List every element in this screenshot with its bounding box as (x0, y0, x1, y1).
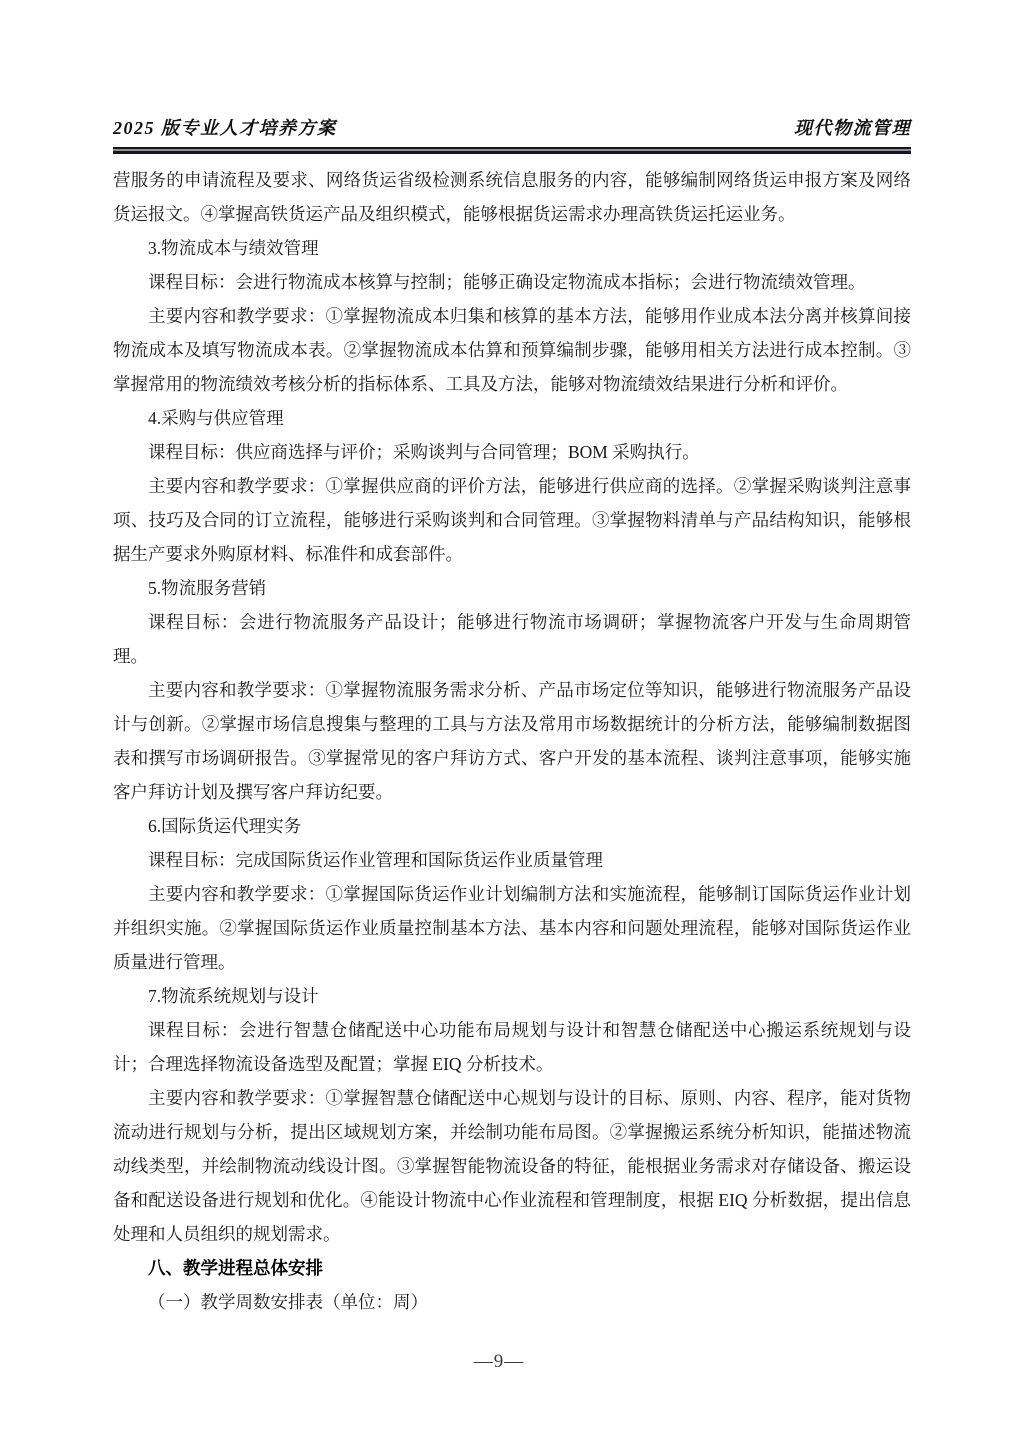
course-heading-4: 4.采购与供应管理 (148, 408, 284, 428)
course-heading-5: 5.物流服务营销 (148, 578, 267, 598)
paragraph: 课程目标：会进行物流服务产品设计；能够进行物流市场调研；掌握物流客户开发与生命周期管理。 (113, 612, 911, 666)
section-heading-8: 八、教学进程总体安排 (148, 1258, 323, 1278)
paragraph: 课程目标：供应商选择与评价；采购谈判与合同管理；BOM 采购执行。 (148, 442, 700, 462)
paragraph-continuation: 营服务的申请流程及要求、网络货运省级检测系统信息服务的内容，能够编制网络货运申报方案及网络货运报文。④掌握高铁货运产品及组织模式，能够根据货运需求办理高铁货运托运业务。 (113, 170, 911, 224)
paragraph: 课程目标：完成国际货运作业管理和国际货运作业质量管理 (148, 850, 603, 870)
header-divider-rule (113, 147, 911, 154)
paragraph: 主要内容和教学要求：①掌握物流成本归集和核算的基本方法，能够用作业成本法分离并核算间接物流成本及填写物流成本表。②掌握物流成本估算和预算编制步骤，能够用相关方法进行成本控制。③掌握常用的物流绩效考核分析的指标体系、工具及方法，能够对物流绩效结果进行分析和评价。 (113, 306, 911, 394)
paragraph: 课程目标：会进行智慧仓储配送中心功能布局规划与设计和智慧仓储配送中心搬运系统规划与设计；合理选择物流设备选型及配置；掌握 EIQ 分析技术。 (113, 1020, 911, 1074)
rule-bottom-line (113, 151, 911, 154)
header-left-title: 2025 版专业人才培养方案 (113, 118, 337, 138)
running-header (113, 114, 911, 140)
paragraph: 课程目标：会进行物流成本核算与控制；能够正确设定物流成本指标；会进行物流绩效管理。 (148, 272, 866, 292)
paragraph: 主要内容和教学要求：①掌握智慧仓储配送中心规划与设计的目标、原则、内容、程序，能对货物流动进行规划与分析，提出区域规划方案，并绘制功能布局图。②掌握搬运系统分析知识，能描述物流动线类型，并绘制物流动线设计图。③掌握智能物流设备的特征，能根据业务需求对存储设备、搬运设备和配送设备进行规划和优化。④能设计物流中心作业流程和管理制度，根据 EIQ 分析数据，提出信息处理和人员组织的规划需求。 (113, 1088, 911, 1244)
page-footer (0, 1351, 998, 1373)
page-number: —9— (473, 1351, 525, 1372)
header-right-title: 现代物流管理 (794, 118, 911, 138)
course-heading-3: 3.物流成本与绩效管理 (148, 238, 319, 258)
paragraph: 主要内容和教学要求：①掌握物流服务需求分析、产品市场定位等知识，能够进行物流服务产品设计与创新。②掌握市场信息搜集与整理的工具与方法及常用市场数据统计的分析方法，能够编制数据图表和撰写市场调研报告。③掌握常见的客户拜访方式、客户开发的基本流程、谈判注意事项，能够实施客户拜访计划及撰写客户拜访纪要。 (113, 680, 911, 802)
paragraph: 主要内容和教学要求：①掌握供应商的评价方法，能够进行供应商的选择。②掌握采购谈判注意事项、技巧及合同的订立流程，能够进行采购谈判和合同管理。③掌握物料清单与产品结构知识，能够根据生产要求外购原材料、标准件和成套部件。 (113, 476, 911, 564)
paragraph: 主要内容和教学要求：①掌握国际货运作业计划编制方法和实施流程，能够制订国际货运作业计划并组织实施。②掌握国际货运作业质量控制基本方法、基本内容和问题处理流程，能够对国际货运作业质量进行管理。 (113, 884, 911, 972)
course-heading-7: 7.物流系统规划与设计 (148, 986, 319, 1006)
subsection-heading: （一）教学周数安排表（单位：周） (148, 1292, 428, 1312)
document-body (113, 163, 911, 1319)
course-heading-6: 6.国际货运代理实务 (148, 816, 302, 836)
